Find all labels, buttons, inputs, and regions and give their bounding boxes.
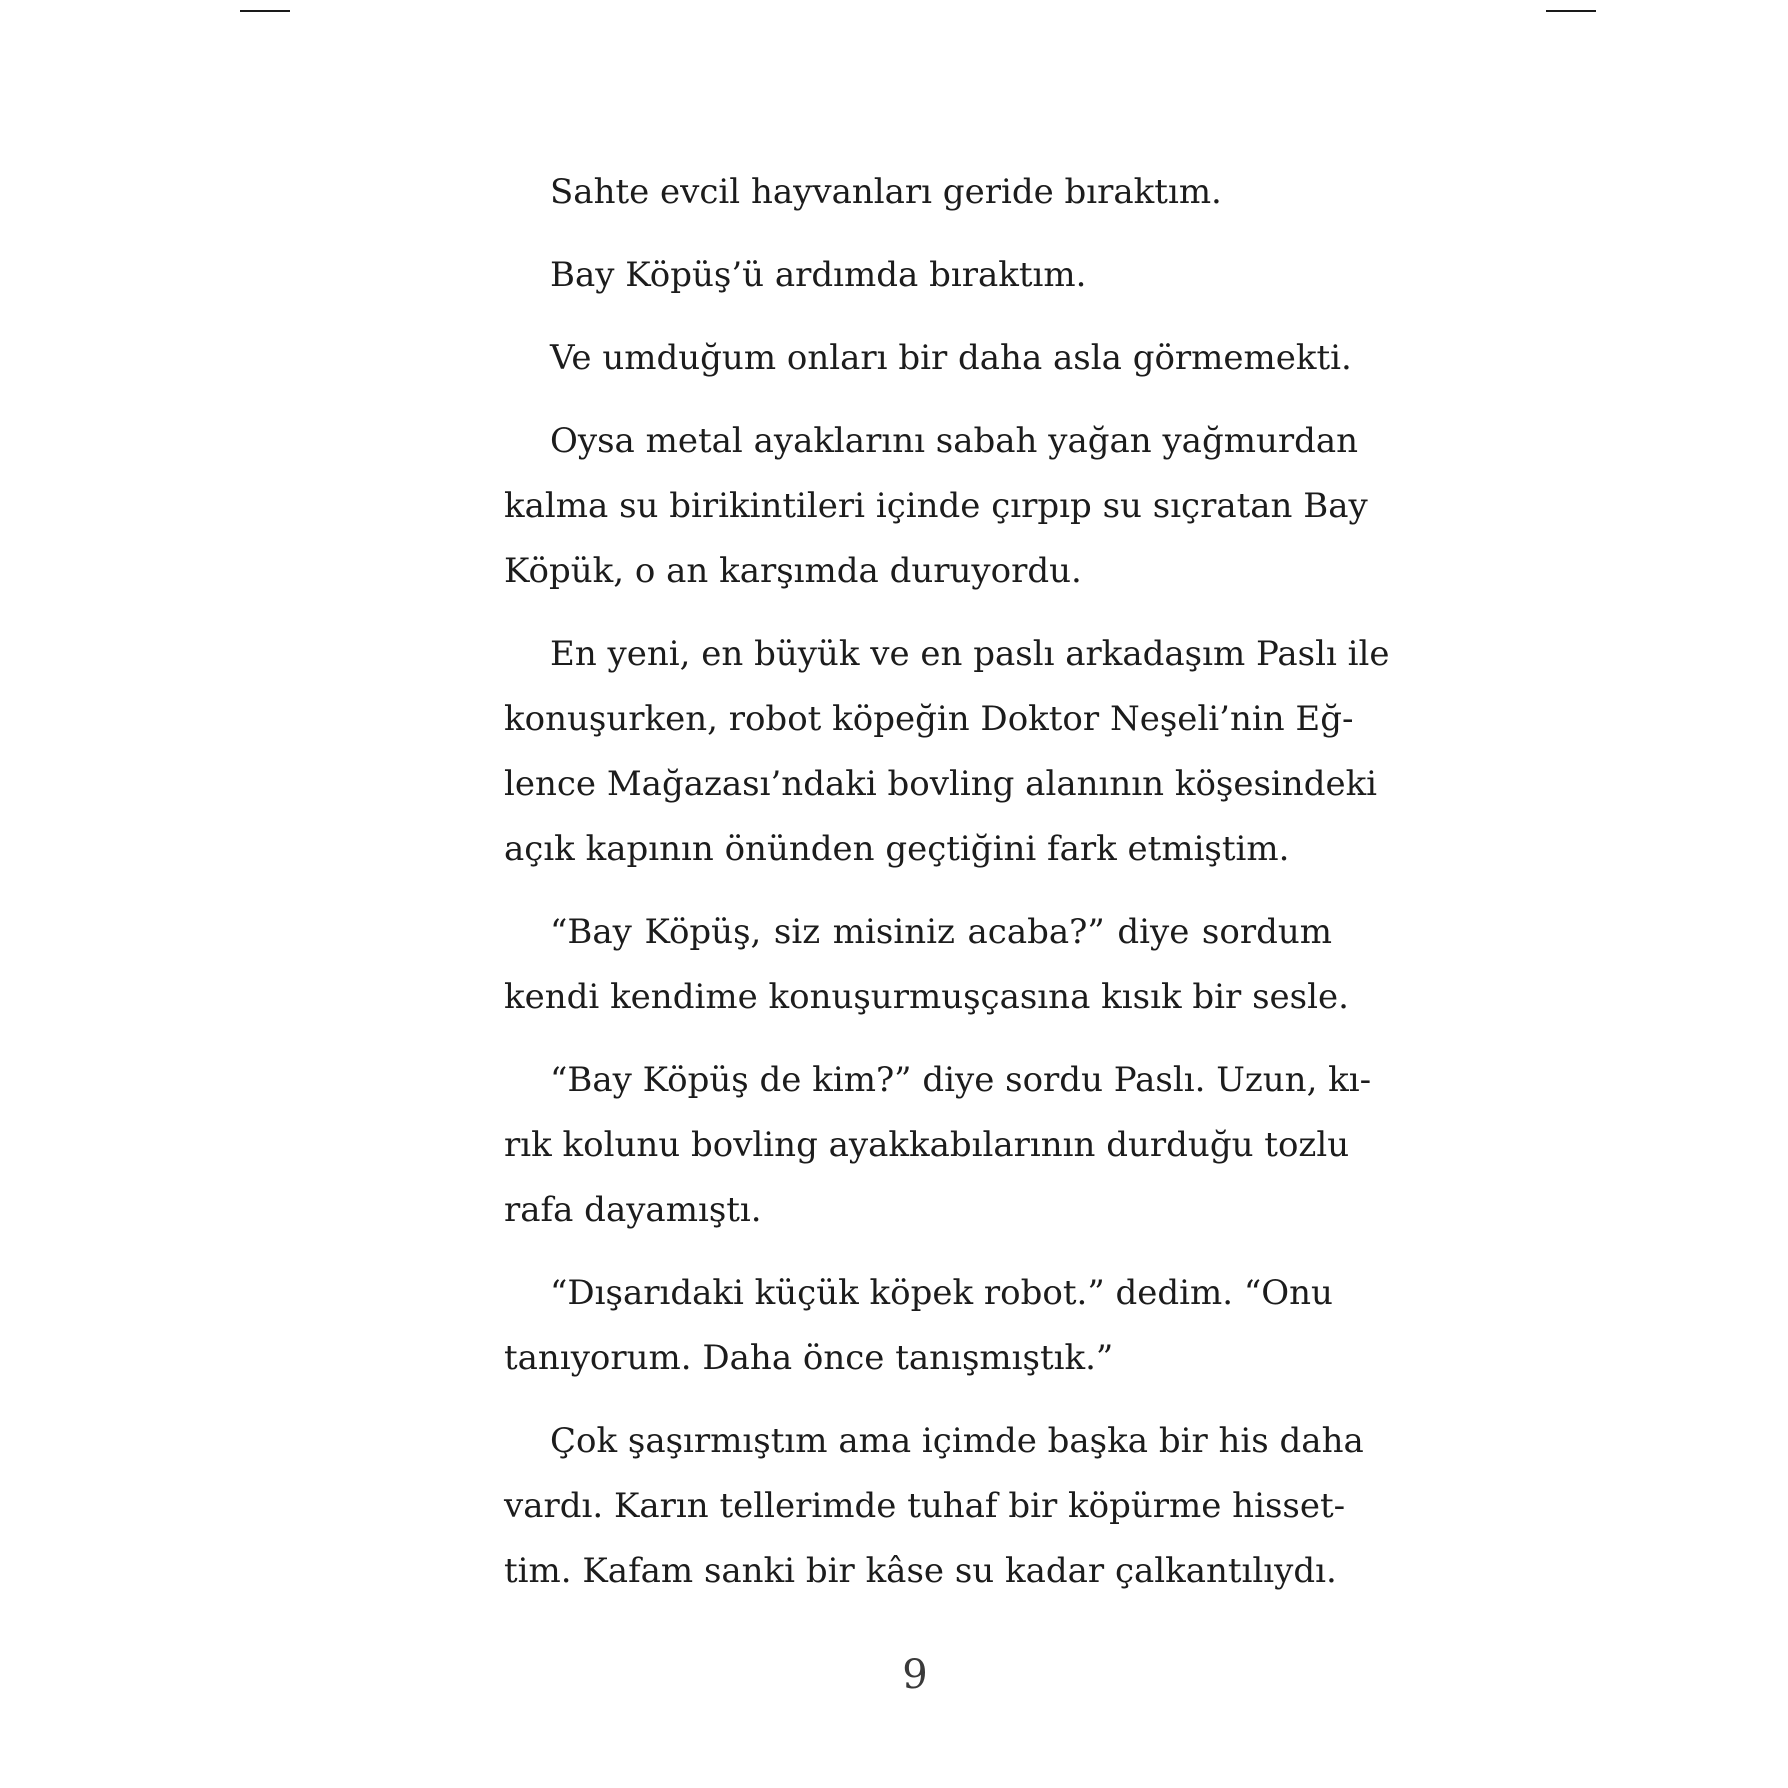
text-line: En yeni, en büyük ve en paslı arkadaşım Paslı ile	[550, 634, 1390, 674]
paragraph-2	[504, 243, 1332, 308]
crop-mark-right	[1546, 10, 1596, 12]
text-line: kendi kendime konuşurmuşçasına kısık bir sesle.	[504, 977, 1349, 1017]
text-line: Sahte evcil hayvanları geride bıraktım.	[550, 172, 1222, 212]
text-line: Oysa metal ayaklarını sabah yağan yağmurdan	[550, 421, 1359, 461]
text-line: konuşurken, robot köpeğin Doktor Neşeli’nin Eğ-	[504, 699, 1354, 739]
paragraph-1	[504, 160, 1332, 225]
text-line: Bay Köpüş’ü ardımda bıraktım.	[550, 255, 1087, 295]
paragraph-6	[504, 900, 1349, 1030]
text-line: “Dışarıdaki küçük köpek robot.” dedim. “Onu	[550, 1273, 1333, 1313]
text-line: rık kolunu bovling ayakkabılarının durduğu tozlu	[504, 1125, 1350, 1165]
text-line: kalma su birikintileri içinde çırpıp su sıçratan Bay	[504, 486, 1368, 526]
text-line: Çok şaşırmıştım ama içimde başka bir his daha	[550, 1421, 1364, 1461]
text-line: açık kapının önünden geçtiğini fark etmiştim.	[504, 829, 1290, 869]
paragraph-7	[504, 1048, 1372, 1243]
body-text	[504, 160, 1390, 1622]
text-line: tim. Kafam sanki bir kâse su kadar çalkantılıydı.	[504, 1551, 1337, 1591]
text-line: “Bay Köpüş de kim?” diye sordu Paslı. Uzun, kı-	[550, 1060, 1372, 1100]
text-line: rafa dayamıştı.	[504, 1190, 762, 1230]
paragraph-9	[504, 1409, 1364, 1604]
paragraph-8	[504, 1261, 1332, 1391]
page-number: 9	[902, 1652, 928, 1698]
text-line: Köpük, o an karşımda duruyordu.	[504, 551, 1082, 591]
text-line: “Bay Köpüş, siz misiniz acaba?” diye sordum	[550, 912, 1332, 952]
crop-mark-left	[240, 10, 290, 12]
paragraph-5	[504, 622, 1390, 882]
text-line: vardı. Karın tellerimde tuhaf bir köpürme hisset-	[504, 1486, 1346, 1526]
paragraph-3	[504, 326, 1352, 391]
text-line: lence Mağazası’ndaki bovling alanının köşesindeki	[504, 764, 1378, 804]
text-line: tanıyorum. Daha önce tanışmıştık.”	[504, 1338, 1114, 1378]
text-line: Ve umduğum onları bir daha asla görmemekti.	[550, 338, 1352, 378]
paragraph-4	[504, 409, 1368, 604]
